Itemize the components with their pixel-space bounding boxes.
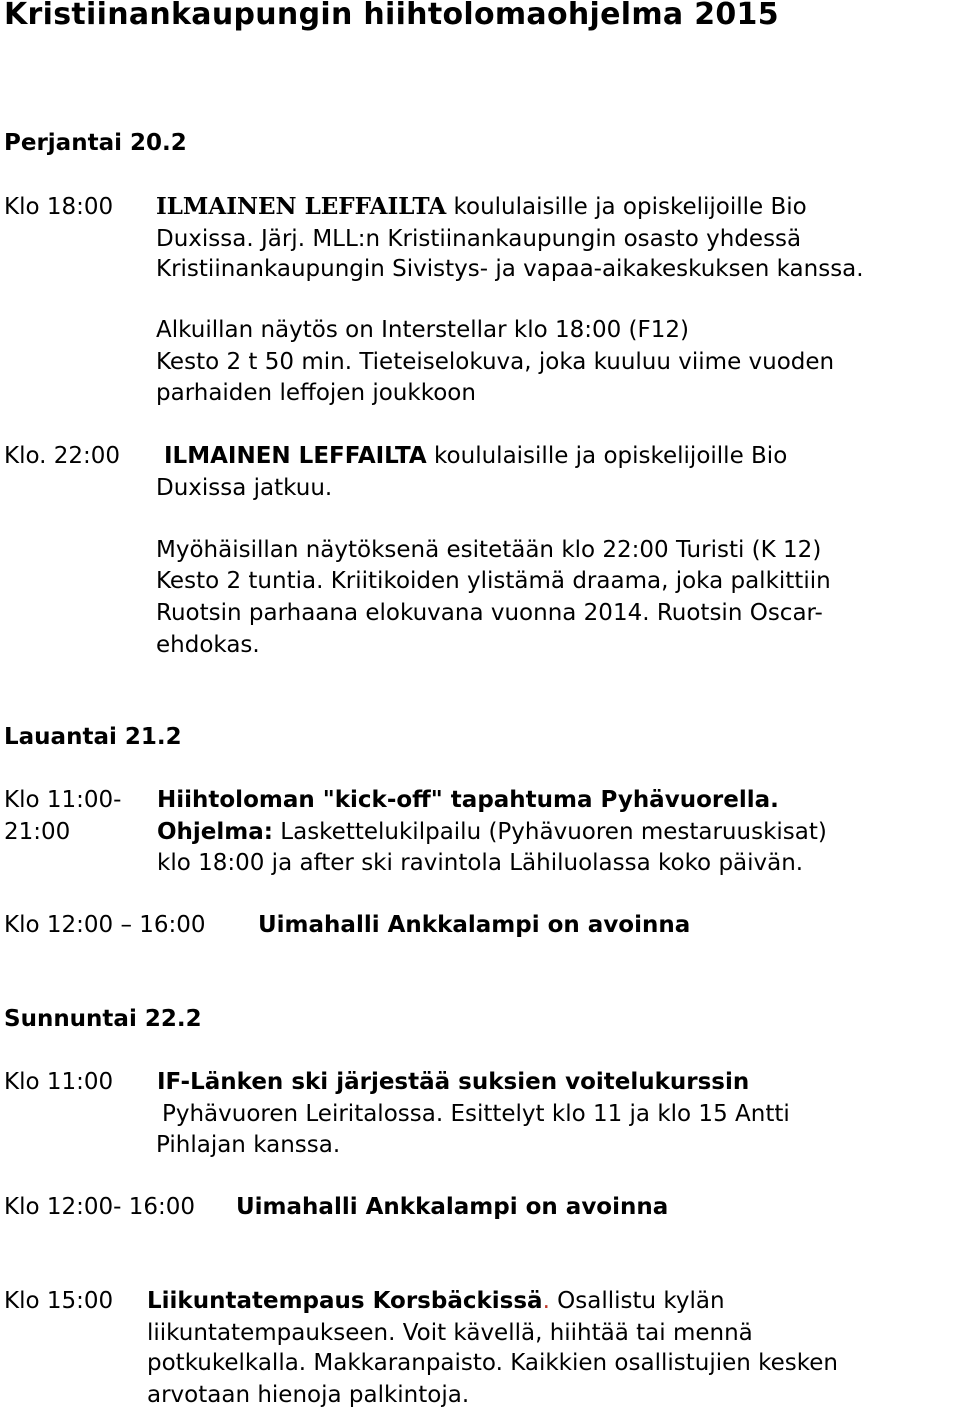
event-line (164, 441, 787, 471)
day-heading-saturday: Lauantai 21.2 (4, 724, 182, 750)
event-line (156, 192, 807, 222)
event-line: Ruotsin parhaana elokuvana vuonna 2014. Ruotsin Oscar- (156, 600, 823, 626)
event-line: Duxissa jatkuu. (156, 475, 333, 501)
event-line (157, 817, 827, 847)
event-title: Hiihtoloman "kick-off" tapahtuma Pyhävuorella. (157, 787, 779, 813)
event-line: Pyhävuoren Leiritalossa. Esittelyt klo 11 ja klo 15 Antti (162, 1101, 790, 1127)
event-line: klo 18:00 ja after ski ravintola Lähiluolassa koko päivän. (157, 850, 804, 876)
event-line: potkukelkalla. Makkaranpaisto. Kaikkien osallistujien kesken (147, 1350, 838, 1376)
event-line: ehdokas. (156, 632, 260, 658)
event-line: Kesto 2 t 50 min. Tieteiselokuva, joka kuuluu viime vuoden (156, 349, 835, 375)
accent-dot: . (542, 1288, 550, 1314)
event-title: Liikuntatempaus Korsbäckissä (147, 1288, 543, 1314)
event-line: Kristiinankaupungin Sivistys- ja vapaa-aikakeskuksen kanssa. (156, 256, 864, 282)
event-text: Laskettelukilpailu (Pyhävuoren mestaruuskisat) (272, 819, 827, 845)
event-text: koululaisille ja opiskelijoille Bio (426, 443, 788, 469)
event-time-end: 21:00 (4, 819, 71, 845)
event-time: Klo 11:00 (4, 1069, 114, 1095)
event-time: Klo 12:00 – 16:00 (4, 912, 206, 938)
event-line (147, 1286, 725, 1316)
event-time: Klo. 22:00 (4, 443, 121, 469)
event-line: liikuntatempaukseen. Voit kävellä, hiihtää tai mennä (147, 1320, 753, 1346)
event-time: Klo 11:00- (4, 787, 122, 813)
event-text: Osallistu kylän (549, 1288, 725, 1314)
event-line: parhaiden leffojen joukkoon (156, 380, 476, 406)
program-label: Ohjelma: (157, 819, 273, 845)
event-line: Duxissa. Järj. MLL:n Kristiinankaupungin osasto yhdessä (156, 226, 802, 252)
day-heading-friday: Perjantai 20.2 (4, 130, 187, 156)
event-text: koululaisille ja opiskelijoille Bio (446, 194, 807, 220)
page-title: Kristiinankaupungin hiihtolomaohjelma 2015 (4, 0, 779, 32)
event-time: Klo 18:00 (4, 194, 114, 220)
event-title: ILMAINEN LEFFAILTA (164, 443, 427, 469)
event-time: Klo 15:00 (4, 1288, 114, 1314)
event-time: Klo 12:00- 16:00 (4, 1194, 196, 1220)
event-title: Uimahalli Ankkalampi on avoinna (258, 912, 691, 938)
event-title: Uimahalli Ankkalampi on avoinna (236, 1194, 669, 1220)
event-line: arvotaan hienoja palkintoja. (147, 1382, 470, 1408)
event-line: Alkuillan näytös on Interstellar klo 18:00 (F12) (156, 317, 689, 343)
event-line: Pihlajan kanssa. (156, 1132, 341, 1158)
event-title: IF-Länken ski järjestää suksien voitelukurssin (157, 1069, 750, 1095)
event-line: Myöhäisillan näytöksenä esitetään klo 22:00 Turisti (K 12) (156, 537, 822, 563)
event-line: Kesto 2 tuntia. Kriitikoiden ylistämä draama, joka palkittiin (156, 568, 831, 594)
day-heading-sunday: Sunnuntai 22.2 (4, 1006, 202, 1032)
event-title: ILMAINEN LEFFAILTA (156, 193, 447, 220)
